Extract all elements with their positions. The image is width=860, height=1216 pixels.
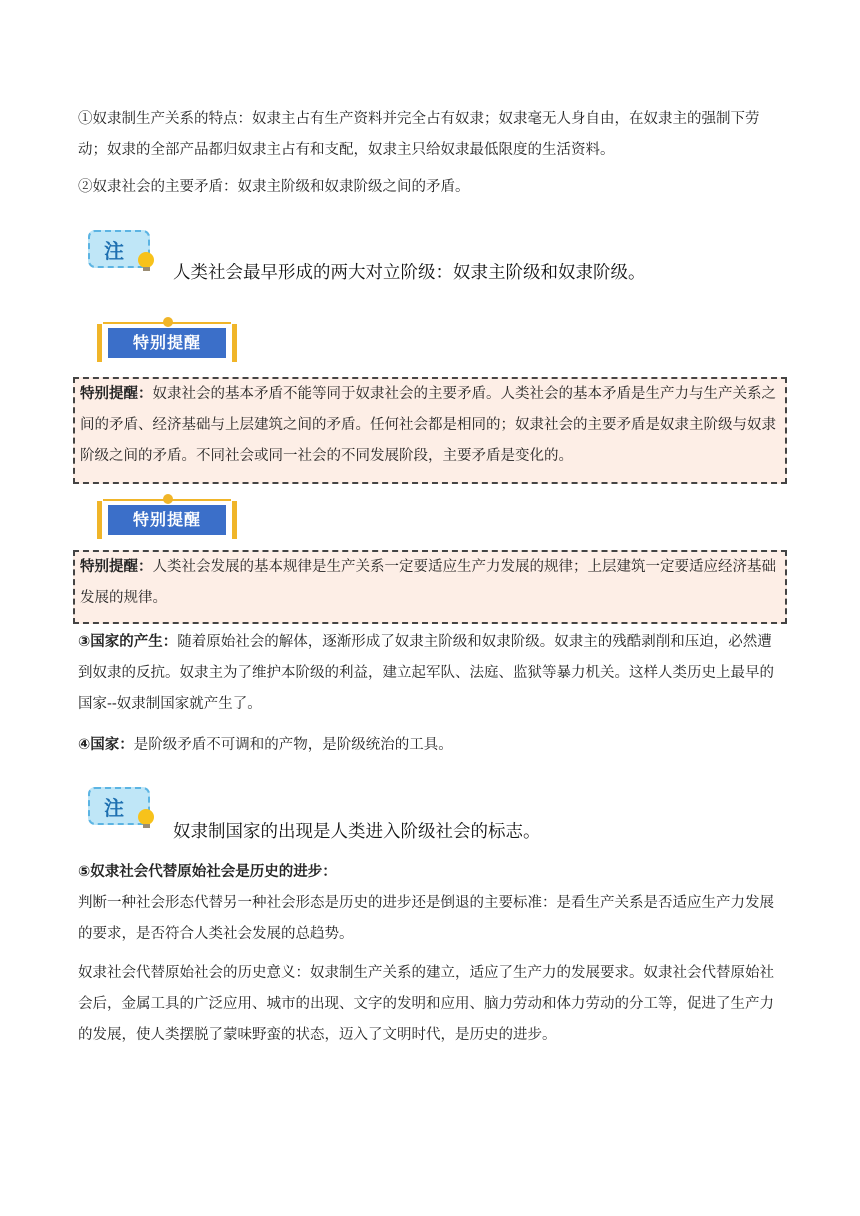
lightbulb-icon [138,252,154,268]
note-icon: 注 [86,228,156,272]
section-heading-historical-progress: ⑤奴隶社会代替原始社会是历史的进步： [78,864,337,880]
lightbulb-icon [138,809,154,825]
paragraph-state-origin: ③国家的产生：随着原始社会的解体，逐渐形成了奴隶主阶级和奴隶阶级。奴隶主的残酷剥削和压迫，必然遭到奴隶的反抗。奴隶主为了维护本阶级的利益，建立起军队、法庭、监狱等暴力机关。这样人类历史上最早的国家--奴隶制国家就产生了。 [78,634,774,712]
paragraph-historical-significance: 奴隶社会代替原始社会的历史意义：奴隶制生产关系的建立，适应了生产力的发展要求。奴隶社会代替原始社会后，金属工具的广泛应用、城市的出现、文字的发明和应用、脑力劳动和体力劳动的分工等，促进了生产力的发展，使人类摆脱了蒙味野蛮的状态，迈入了文明时代，是历史的进步。 [78,965,774,1043]
note-text-class-society: 奴隶制国家的出现是人类进入阶级社会的标志。 [173,822,541,842]
paragraph-judgment-standard: 判断一种社会形态代替另一种社会形态是历史的进步还是倒退的主要标准：是看生产关系是否适应生产力发展的要求，是否符合人类社会发展的总趋势。 [78,895,774,942]
paragraph-state-definition: ④国家：是阶级矛盾不可调和的产物，是阶级统治的工具。 [78,737,453,753]
special-reminder-banner: 特别提醒 [97,491,237,541]
callout-reminder-law: 特别提醒：人类社会发展的基本规律是生产关系一定要适应生产力发展的规律；上层建筑一定要适应经济基础发展的规律。 [73,550,787,624]
note-text-classes: 人类社会最早形成的两大对立阶级：奴隶主阶级和奴隶阶级。 [173,263,646,283]
paragraph-main-contradiction: ②奴隶社会的主要矛盾：奴隶主阶级和奴隶阶级之间的矛盾。 [78,179,470,195]
note-icon: 注 [86,785,156,829]
special-reminder-banner: 特别提醒 [97,314,237,364]
paragraph-slavery-production-relations: ①奴隶制生产关系的特点：奴隶主占有生产资料并完全占有奴隶；奴隶毫无人身自由，在奴隶主的强制下劳动；奴隶的全部产品都归奴隶主占有和支配，奴隶主只给奴隶最低限度的生活资料。 [78,111,760,158]
callout-reminder-contradiction: 特别提醒：奴隶社会的基本矛盾不能等同于奴隶社会的主要矛盾。人类社会的基本矛盾是生产力与生产关系之间的矛盾、经济基础与上层建筑之间的矛盾。任何社会都是相同的；奴隶社会的主要矛盾是奴隶主阶级与奴隶阶级之间的矛盾。不同社会或同一社会的不同发展阶段，主要矛盾是变化的。 [73,377,787,484]
